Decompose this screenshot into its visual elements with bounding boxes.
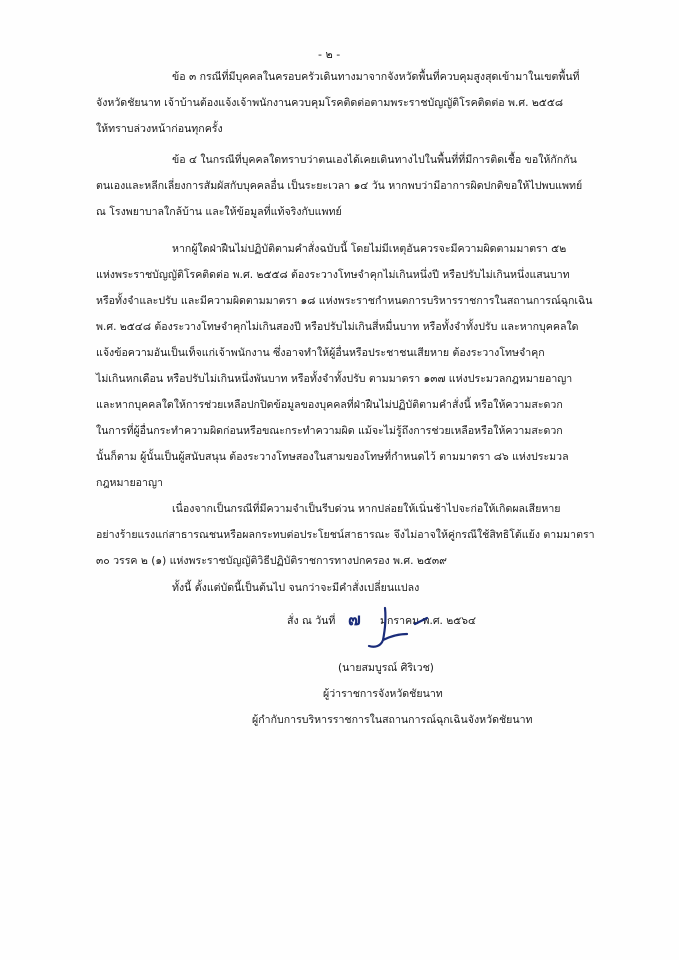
effective-line: ทั้งนี้ ตั้งแต่บัดนี้เป็นต้นไป จนกว่าจะมีคำสั่งเปลี่ยนแปลง — [172, 582, 420, 594]
urgent-line-1: เนื่องจากเป็นกรณีที่มีความจำเป็นรีบด่วน หากปล่อยให้เนิ่นช้าไปจะก่อให้เกิดผลเสียหาย — [172, 503, 561, 515]
para4-line-1: ข้อ ๔ ในกรณีที่บุคคลใดทราบว่าตนเองได้เคยเดินทางไปในพื้นที่ที่มีการติดเชื้อ ขอให้กักกัน — [172, 154, 577, 166]
order-month-year: มกราคม พ.ศ. ๒๕๖๔ — [380, 615, 477, 627]
urgent-line-3: ๓๐ วรรค ๒ (๑) แห่งพระราชบัญญัติวิธีปฏิบัติราชการทางปกครอง พ.ศ. ๒๕๓๙ — [96, 555, 447, 567]
penalty-line-8: ในการที่ผู้อื่นกระทำความผิดก่อนหรือขณะกระทำความผิด แม้จะไม่รู้ถึงการช่วยเหลือหรือให้ความสะดวก — [96, 425, 563, 437]
page-number: - ๒ - — [318, 48, 341, 61]
penalty-line-10: กฎหมายอาญา — [96, 477, 163, 489]
order-date-prefix: สั่ง ณ วันที่ — [287, 615, 336, 627]
penalty-line-7: และหากบุคคลใดให้การช่วยเหลือปกปิดข้อมูลของบุคคลที่ฝ่าฝืนไม่ปฏิบัติตามคำสั่งนี้ หรือให้ความสะดวก — [96, 399, 563, 411]
penalty-line-9: นั้นก็ตาม ผู้นั้นเป็นผู้สนับสนุน ต้องระวางโทษสองในสามของโทษที่กำหนดไว้ ตามมาตรา ๘๖ แห่งประมวล — [96, 451, 569, 463]
penalty-line-5: แจ้งข้อความอันเป็นเท็จแก่เจ้าพนักงาน ซึ่งอาจทำให้ผู้อื่นหรือประชาชนเสียหาย ต้องระวางโทษจำคุก — [96, 347, 545, 359]
penalty-line-3: หรือทั้งจำและปรับ และมีความผิดตามมาตรา ๑๘ แห่งพระราชกำหนดการบริหารราชการในสถานการณ์ฉุกเฉิน — [96, 295, 593, 307]
signatory-name: (นายสมบูรณ์ ศิริเวช) — [338, 662, 434, 674]
para3-line-1: ข้อ ๓ กรณีที่มีบุคคลในครอบครัวเดินทางมาจากจังหวัดพื้นที่ควบคุมสูงสุดเข้ามาในเขตพื้นที่ — [172, 71, 580, 83]
penalty-line-1: หากผู้ใดฝ่าฝืนไม่ปฏิบัติตามคำสั่งฉบับนี้ โดยไม่มีเหตุอันควรจะมีความผิดตามมาตรา ๕๒ — [172, 243, 567, 255]
handwritten-signature — [355, 600, 445, 650]
para4-line-2: ตนเองและหลีกเลี่ยงการสัมผัสกับบุคคลอื่น เป็นระยะเวลา ๑๔ วัน หากพบว่ามีอาการผิดปกติขอให้ไปพบแพทย์ — [96, 180, 583, 192]
urgent-line-2: อย่างร้ายแรงแก่สาธารณชนหรือผลกระทบต่อประโยชน์สาธารณะ จึงไม่อาจให้คู่กรณีใช้สิทธิโต้แย้ง ตามมาตรา — [96, 529, 595, 541]
penalty-line-2: แห่งพระราชบัญญัติโรคติดต่อ พ.ศ. ๒๕๕๘ ต้องระวางโทษจำคุกไม่เกินหนึ่งปี หรือปรับไม่เกินหนึ่งแสนบาท — [96, 269, 570, 281]
order-day: ๗ — [348, 610, 361, 630]
para3-line-2: จังหวัดชัยนาท เจ้าบ้านต้องแจ้งเจ้าพนักงานควบคุมโรคติดต่อตามพระราชบัญญัติโรคติดต่อ พ.ศ. ๒๕๕๘ — [96, 97, 564, 109]
para3-line-3: ให้ทราบล่วงหน้าก่อนทุกครั้ง — [96, 123, 223, 135]
penalty-line-4: พ.ศ. ๒๕๔๘ ต้องระวางโทษจำคุกไม่เกินสองปี หรือปรับไม่เกินสี่หมื่นบาท หรือทั้งจำทั้งปรับ และหากบุคคลใด — [96, 321, 579, 333]
signatory-title: ผู้ว่าราชการจังหวัดชัยนาท — [323, 688, 443, 700]
penalty-line-6: ไม่เกินหกเดือน หรือปรับไม่เกินหนึ่งพันบาท หรือทั้งจำทั้งปรับ ตามมาตรา ๑๓๗ แห่งประมวลกฎหมายอาญา — [96, 373, 573, 385]
signatory-role: ผู้กำกับการบริหารราชการในสถานการณ์ฉุกเฉินจังหวัดชัยนาท — [252, 714, 533, 726]
para4-line-3: ณ โรงพยาบาลใกล้บ้าน และให้ข้อมูลที่แท้จริงกับแพทย์ — [96, 206, 342, 218]
